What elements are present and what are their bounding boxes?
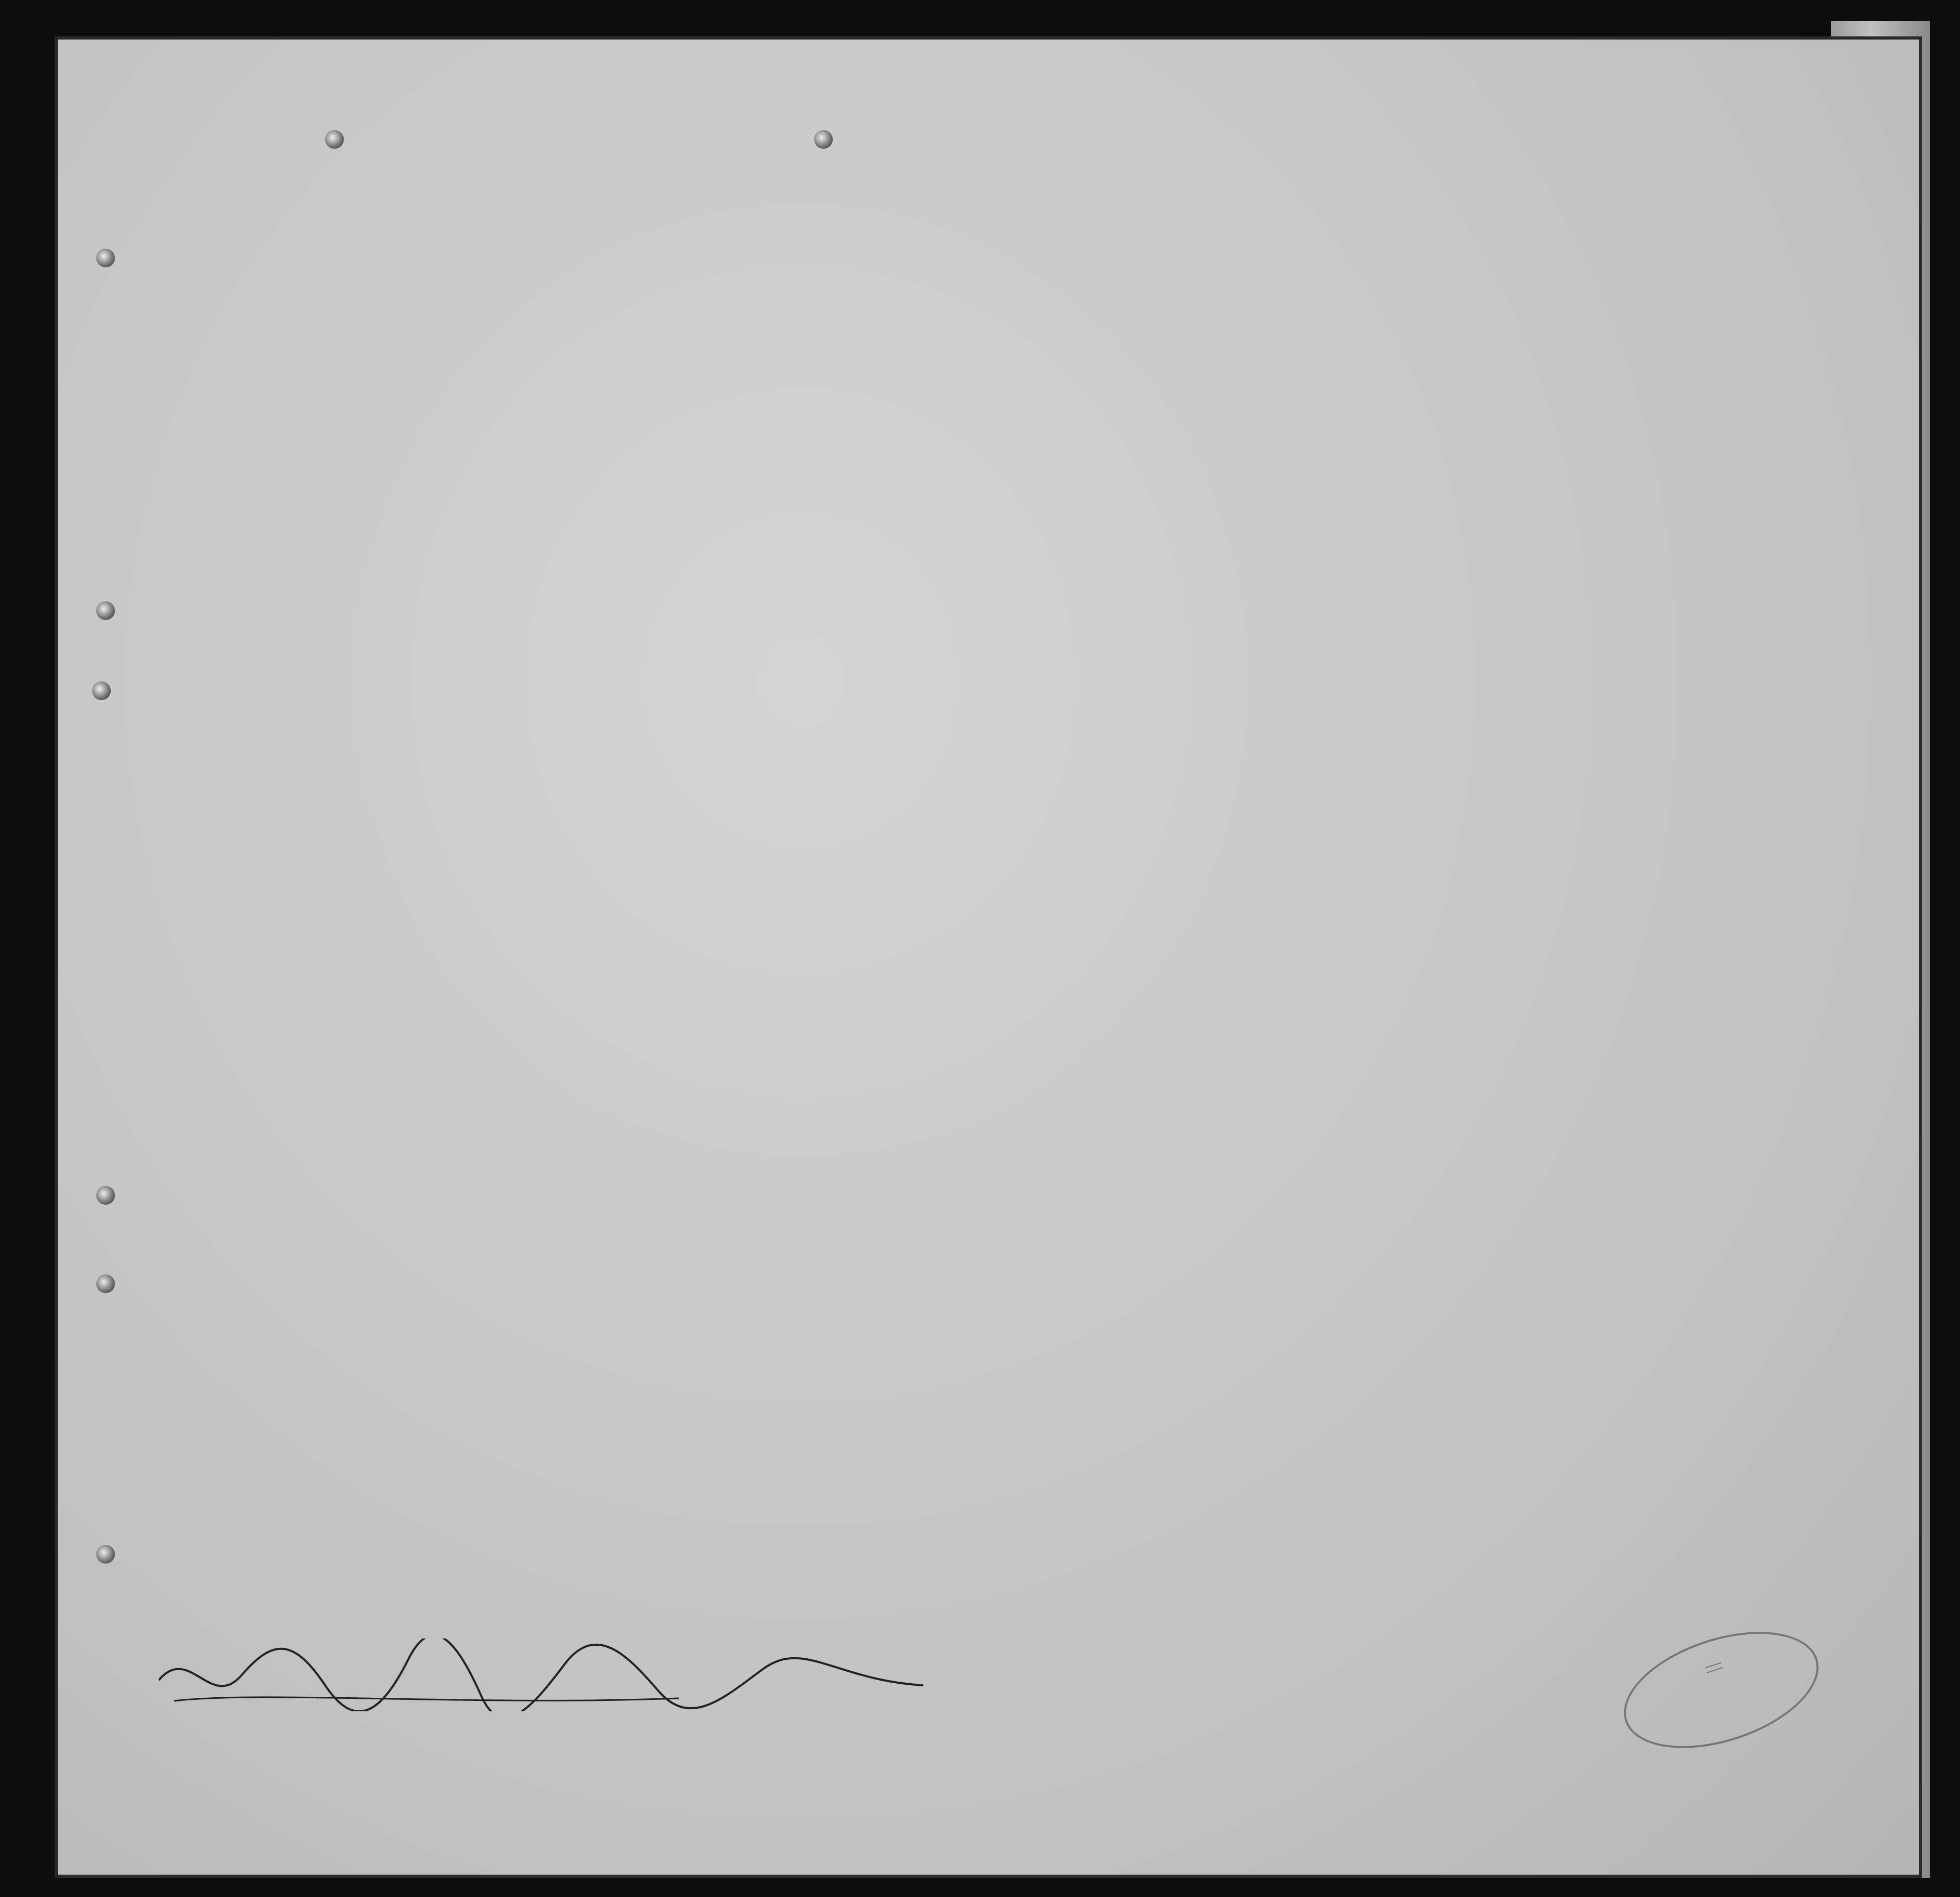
stamp-bottom-text (1624, 1649, 1812, 1710)
stamp-top-text (1616, 1623, 1803, 1684)
punch-hole (92, 681, 111, 700)
punch-hole (325, 130, 344, 149)
punch-hole (96, 249, 115, 267)
marine-office-stamp (1609, 1610, 1833, 1770)
punch-hole (96, 601, 115, 620)
punch-hole (96, 1545, 115, 1564)
cancellation-scrawl (159, 1638, 929, 1711)
punch-hole (814, 130, 833, 149)
stamp-date (1705, 1662, 1723, 1673)
punch-hole (96, 1186, 115, 1205)
punch-hole (96, 1274, 115, 1293)
manifest-sheet (55, 36, 1922, 1878)
